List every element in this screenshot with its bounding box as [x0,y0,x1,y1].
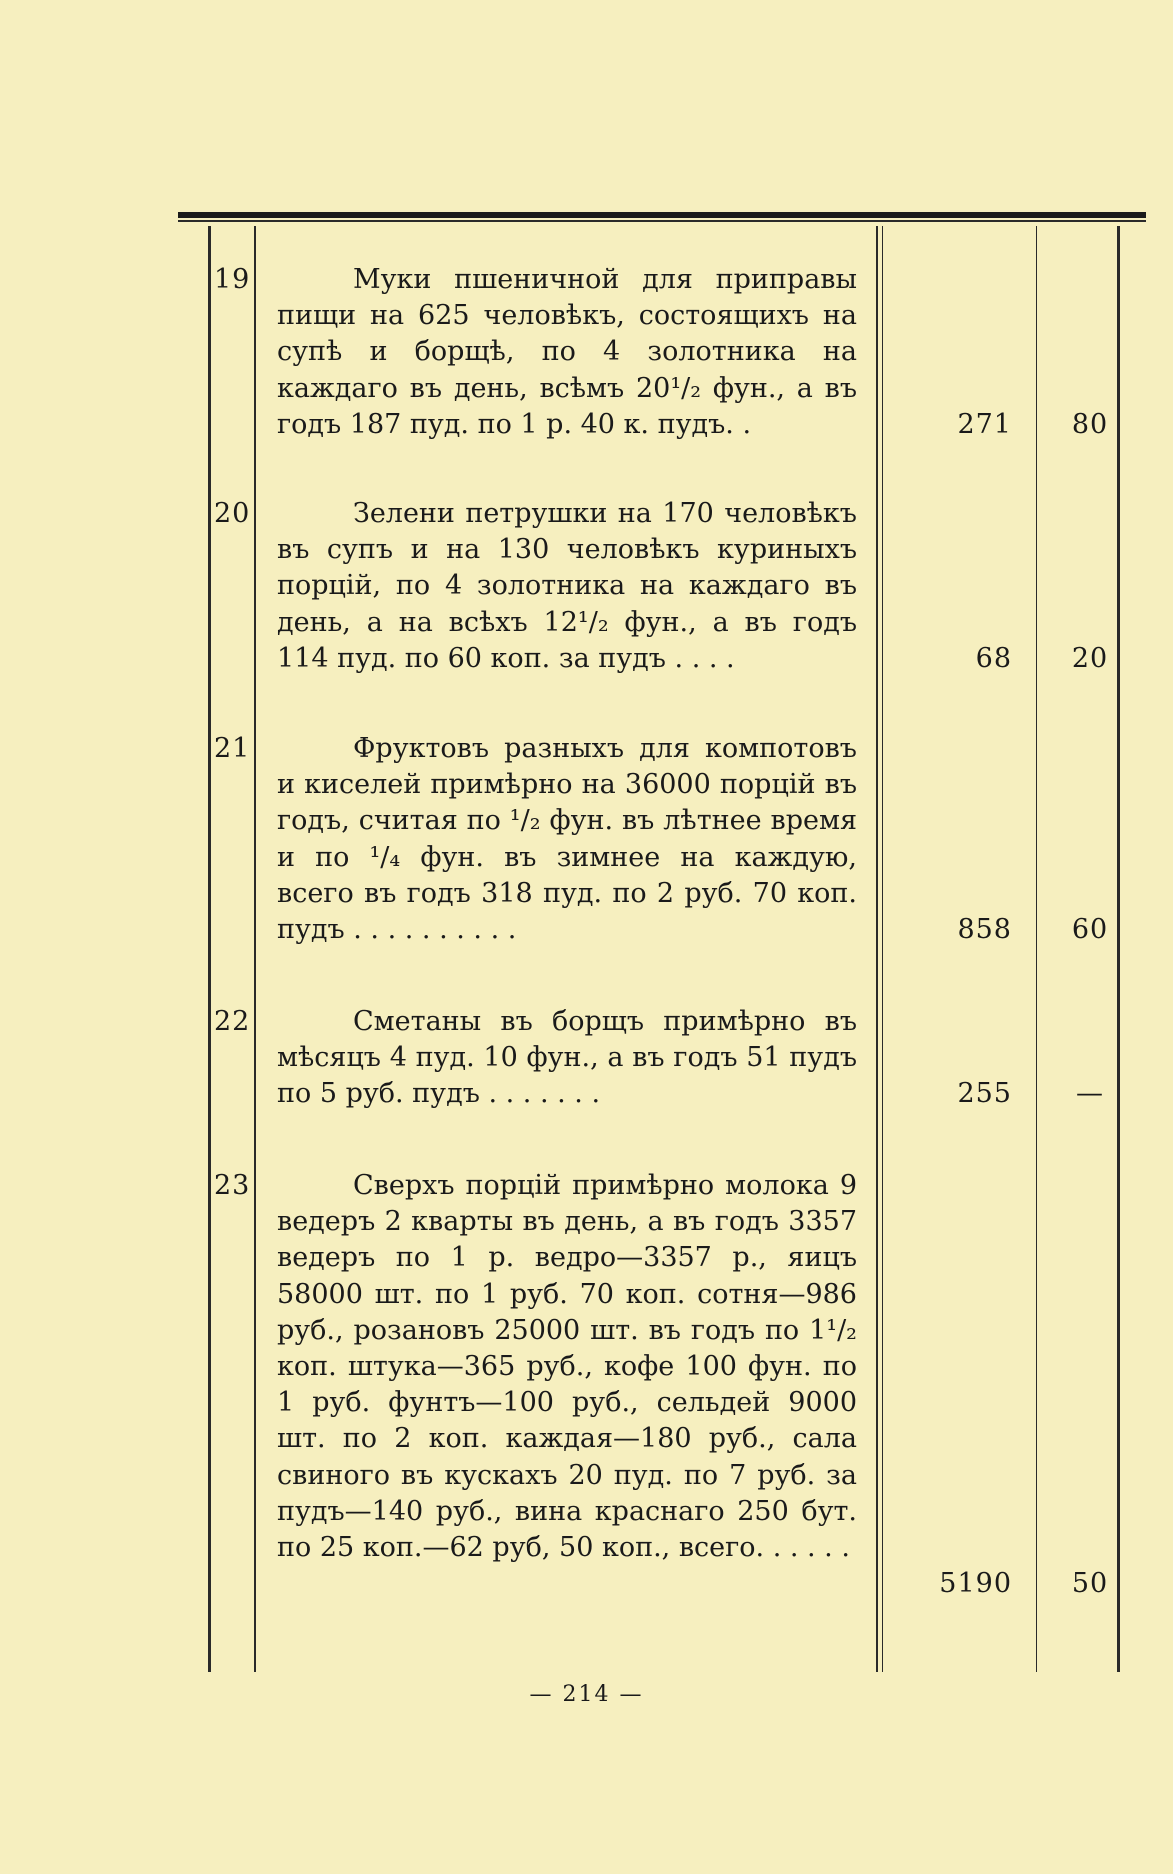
row-number: 20 [214,498,251,529]
row-kopeks: 60 [1071,914,1109,945]
number-column-divider [254,226,256,1672]
row-number: 19 [214,264,251,295]
row-kopeks: 80 [1071,409,1109,440]
left-border-line [208,226,211,1672]
table-top-rule-thin [178,220,1146,222]
rubles-column-divider [1036,226,1037,1672]
row-number: 21 [214,733,251,764]
row-description: Зелени петрушки на 170 человѣкъ въ супъ и на 130 человѣкъ куриныхъ порцій, по 4 золотника на каждаго въ день, а на всѣхъ 12¹/₂ фун., а въ годъ 114 пуд. по 60 коп. за пудъ . . . . [277,498,857,674]
row-description: Муки пшеничной для приправы пищи на 625 человѣкъ, состоящихъ на супѣ и борщѣ, по 4 золотника на каждаго въ день, всѣмъ 20¹/₂ фун., а въ годъ 187 пуд. по 1 р. 40 к. пудъ. . [277,264,857,440]
row-description: Сверхъ порцій примѣрно молока 9 ведеръ 2 кварты въ день, а въ годъ 3357 ведеръ по 1 р. ведро—3357 р., яицъ 58000 шт. по 1 руб. 70 коп. сотня—986 руб., розановъ 25000 шт. въ годъ по 1¹/₂ коп. штука—365 руб., кофе 100 фун. по 1 руб. фунтъ—100 руб., сельдей 9000 шт. по 2 коп. каждая—180 руб., сала свиного въ кускахъ 20 пуд. по 7 руб. за пудъ—140 руб., вина краснаго 250 бут. по 25 коп.—62 руб, 50 коп., всего. . . . . . [277,1170,857,1564]
row-kopeks: 50 [1071,1568,1109,1599]
text-column-divider [876,226,878,1672]
row-kopeks: 20 [1071,643,1109,674]
row-kopeks: — [1076,1078,1104,1109]
row-rubles: 271 [957,409,1012,440]
row-rubles: 858 [957,914,1012,945]
text-column-divider-inner [882,226,883,1672]
row-number: 22 [214,1006,251,1037]
row-description: Фруктовъ разныхъ для компотовъ и киселей примѣрно на 36000 порцій въ годъ, считая по ¹/₂ фун. въ лѣтнее время и по ¹/₄ фун. въ зимнее на каждую, всего въ годъ 318 пуд. по 2 руб. 70 коп. пудъ . . . . . . . . . . [277,733,857,946]
row-rubles: 5190 [939,1568,1012,1599]
row-rubles: 68 [975,643,1012,674]
table-top-rule [178,212,1146,218]
row-description: Сметаны въ борщъ примѣрно въ мѣсяцъ 4 пуд. 10 фун., а въ годъ 51 пудъ по 5 руб. пудъ . . . . . . . [277,1006,857,1110]
row-number: 23 [214,1170,251,1201]
row-rubles: 255 [957,1078,1012,1109]
page-number: — 214 — [529,1682,644,1707]
